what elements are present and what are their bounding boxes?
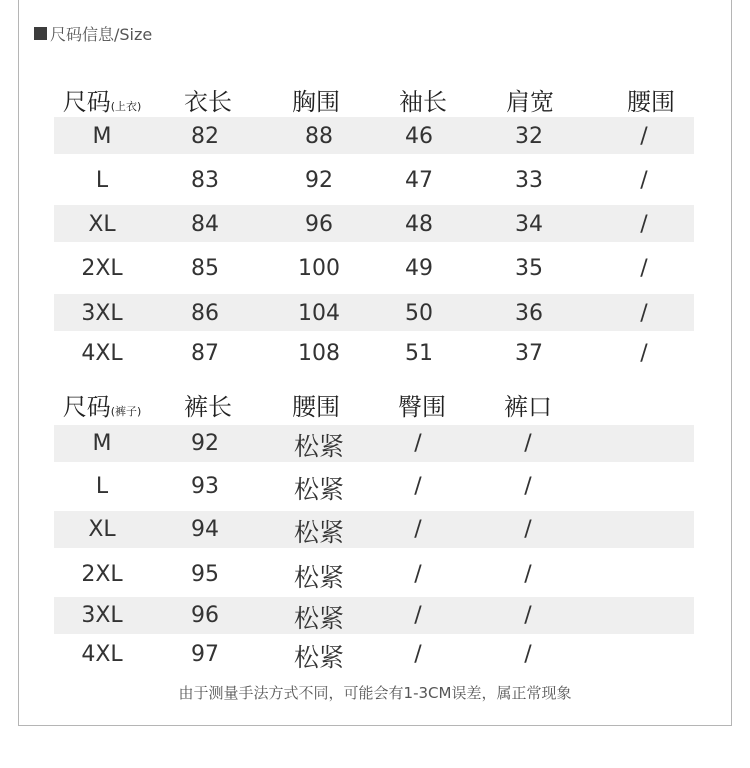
section-heading	[34, 22, 152, 45]
value-cell: 94	[191, 517, 219, 542]
value-cell: 83	[191, 168, 219, 193]
value-cell: 32	[515, 124, 543, 149]
value-cell: 88	[305, 124, 333, 149]
value-cell: 95	[191, 562, 219, 587]
column-header: 衣长	[184, 88, 232, 116]
size-cell: M	[92, 124, 112, 149]
value-cell: 松紧	[293, 604, 345, 633]
value-cell: 96	[191, 603, 219, 628]
value-cell: 36	[515, 301, 543, 326]
value-cell: 51	[405, 341, 433, 366]
value-cell: 37	[515, 341, 543, 366]
value-cell: /	[414, 474, 422, 499]
value-cell: /	[640, 301, 648, 326]
value-cell: 松紧	[293, 518, 345, 547]
size-cell: 2XL	[81, 256, 123, 281]
value-cell: /	[640, 124, 648, 149]
value-cell: 97	[191, 642, 219, 667]
column-header: 胸围	[292, 88, 340, 116]
column-header: 肩宽	[506, 88, 554, 116]
table-row	[54, 205, 694, 242]
column-header: 裤口	[504, 393, 552, 421]
size-column-header: 尺码(上衣)	[62, 88, 142, 116]
value-cell: 松紧	[293, 563, 345, 592]
table-row	[54, 336, 694, 373]
value-cell: 93	[191, 474, 219, 499]
value-cell: /	[524, 517, 532, 542]
value-cell: /	[640, 212, 648, 237]
table-row	[54, 511, 694, 548]
square-bullet-icon	[34, 27, 47, 40]
value-cell: /	[414, 603, 422, 628]
table-row	[54, 556, 694, 593]
column-header: 裤长	[184, 393, 232, 421]
size-cell: 3XL	[81, 301, 123, 326]
heading-text: 尺码信息/Size	[50, 25, 153, 44]
size-cell: 4XL	[81, 341, 123, 366]
size-cell: L	[95, 168, 109, 193]
size-cell: 3XL	[81, 603, 123, 628]
value-cell: 92	[191, 431, 219, 456]
size-cell: XL	[88, 212, 116, 237]
value-cell: 48	[405, 212, 433, 237]
value-cell: 49	[405, 256, 433, 281]
value-cell: 87	[191, 341, 219, 366]
table-row	[54, 117, 694, 154]
column-header: 袖长	[399, 88, 447, 116]
table-row	[54, 468, 694, 505]
table-row	[54, 161, 694, 198]
value-cell: /	[524, 562, 532, 587]
value-cell: 96	[305, 212, 333, 237]
size-cell: XL	[88, 517, 116, 542]
column-header: 腰围	[627, 88, 675, 116]
value-cell: 松紧	[293, 432, 345, 461]
value-cell: 47	[405, 168, 433, 193]
value-cell: /	[640, 341, 648, 366]
size-cell: 2XL	[81, 562, 123, 587]
value-cell: /	[414, 431, 422, 456]
value-cell: 34	[515, 212, 543, 237]
table-header-row	[54, 82, 694, 116]
value-cell: 46	[405, 124, 433, 149]
size-cell: L	[95, 474, 109, 499]
value-cell: 100	[298, 256, 340, 281]
value-cell: /	[414, 517, 422, 542]
table-row	[54, 425, 694, 462]
value-cell: 104	[298, 301, 340, 326]
value-cell: /	[524, 431, 532, 456]
size-cell: M	[92, 431, 112, 456]
value-cell: /	[640, 168, 648, 193]
value-cell: /	[524, 474, 532, 499]
measurement-note: 由于测量手法方式不同，可能会有1-3CM误差，属正常现象	[178, 684, 572, 702]
value-cell: 50	[405, 301, 433, 326]
value-cell: /	[414, 562, 422, 587]
size-cell: 4XL	[81, 642, 123, 667]
pants-header-row	[54, 387, 694, 421]
table-row	[54, 597, 694, 634]
table-row	[54, 249, 694, 286]
value-cell: 108	[298, 341, 340, 366]
table-row	[54, 294, 694, 331]
value-cell: 92	[305, 168, 333, 193]
value-cell: 松紧	[293, 643, 345, 672]
value-cell: 82	[191, 124, 219, 149]
value-cell: 松紧	[293, 475, 345, 504]
size-column-header: 尺码(裤子)	[62, 393, 142, 421]
value-cell: /	[414, 642, 422, 667]
value-cell: /	[524, 603, 532, 628]
value-cell: /	[640, 256, 648, 281]
value-cell: 33	[515, 168, 543, 193]
table-row	[54, 638, 694, 675]
value-cell: 35	[515, 256, 543, 281]
value-cell: /	[524, 642, 532, 667]
column-header: 腰围	[292, 393, 340, 421]
value-cell: 85	[191, 256, 219, 281]
value-cell: 86	[191, 301, 219, 326]
column-header: 臀围	[398, 393, 446, 421]
value-cell: 84	[191, 212, 219, 237]
